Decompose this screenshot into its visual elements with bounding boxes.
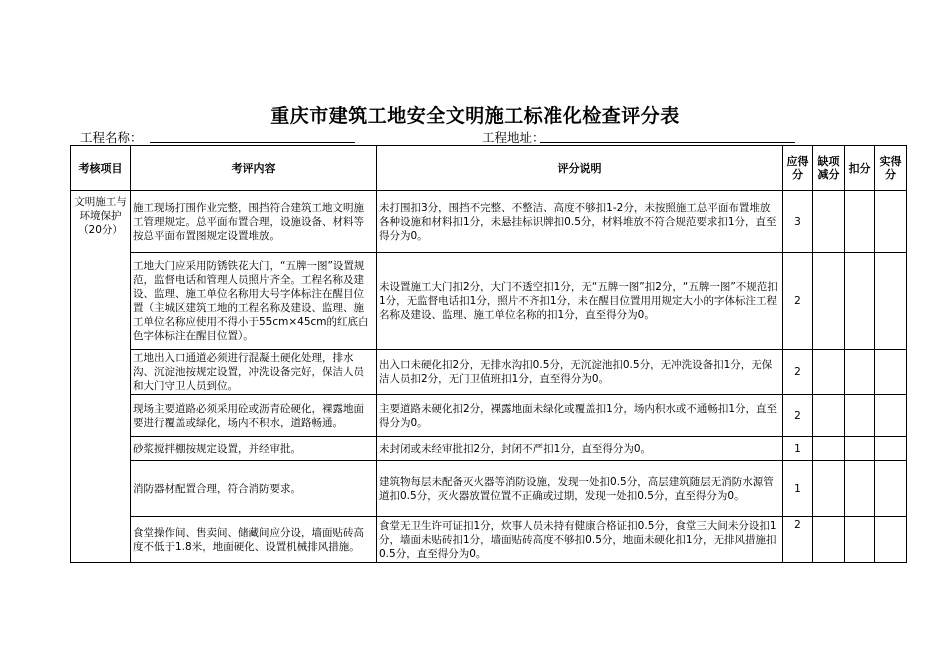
missing-cell[interactable] bbox=[813, 437, 845, 461]
content-cell: 工地大门应采用防锈铁花大门，“五牌一图”设置规范，监督电话和管理人员照片齐全。工程名称及建设、监理、施工单位名称用大号字体标注在醒目位置（主城区建筑工地的工程名称及建设、监理、施工单位名称应使用不得小于55cm×45cm的红底白色字体标注在醒目位置）。 bbox=[131, 253, 377, 350]
page-title: 重庆市建筑工地安全文明施工标准化检查评分表 bbox=[270, 105, 680, 127]
header-actual: 实得分 bbox=[875, 146, 907, 191]
header-full-score: 应得分 bbox=[783, 146, 813, 191]
deduction-cell[interactable] bbox=[845, 350, 875, 395]
full-score-cell: 1 bbox=[783, 437, 813, 461]
missing-cell[interactable] bbox=[813, 191, 845, 253]
actual-cell[interactable] bbox=[875, 395, 907, 437]
table-row bbox=[71, 191, 907, 253]
header-category: 考核项目 bbox=[71, 146, 131, 191]
header-content: 考评内容 bbox=[131, 146, 377, 191]
table-row bbox=[71, 395, 907, 437]
project-name-field bbox=[150, 142, 355, 143]
criteria-cell: 主要道路未硬化扣2分，裸露地面未绿化或覆盖扣1分，场内积水或不通畅扣1分，直至得分为0。 bbox=[377, 395, 783, 437]
missing-cell[interactable] bbox=[813, 395, 845, 437]
actual-cell[interactable] bbox=[875, 437, 907, 461]
missing-cell[interactable] bbox=[813, 461, 845, 517]
missing-cell[interactable] bbox=[813, 350, 845, 395]
deduction-cell[interactable] bbox=[845, 253, 875, 350]
score-table bbox=[70, 145, 907, 563]
deduction-cell[interactable] bbox=[845, 437, 875, 461]
content-cell: 食堂操作间、售卖间、储藏间应分设，墙面贴砖高度不低于1.8米，地面硬化、设置机械排风措施。 bbox=[131, 517, 377, 563]
criteria-cell: 未打围扣3分，围挡不完整、不整洁、高度不够扣1-2分，未按照施工总平面布置堆放各种设施和材料扣1分，未悬挂标识牌扣0.5分，材料堆放不符合规范要求扣1分，直至得分为0。 bbox=[377, 191, 783, 253]
table-row bbox=[71, 437, 907, 461]
criteria-cell: 未设置施工大门扣2分，大门不透空扣1分，无“五牌一图”扣2分，“五牌一图”不规范扣1分，无监督电话扣1分，照片不齐扣1分，未在醒目位置用用规定大小的字体标注工程名称及建设、监理、施工单位名称的扣1分，直至得分为0。 bbox=[377, 253, 783, 350]
deduction-cell[interactable] bbox=[845, 517, 875, 563]
header-deduction: 扣分 bbox=[845, 146, 875, 191]
missing-cell[interactable] bbox=[813, 517, 845, 563]
category-cell: 文明施工与环境保护（20分） bbox=[71, 191, 131, 563]
header-missing: 缺项减分 bbox=[813, 146, 845, 191]
full-score-cell: 2 bbox=[783, 395, 813, 437]
full-score-cell: 2 bbox=[783, 253, 813, 350]
actual-cell[interactable] bbox=[875, 253, 907, 350]
full-score-cell: 2 bbox=[783, 517, 813, 563]
criteria-cell: 未封闭或未经审批扣2分，封闭不严扣1分，直至得分为0。 bbox=[377, 437, 783, 461]
missing-cell[interactable] bbox=[813, 253, 845, 350]
header-criteria: 评分说明 bbox=[377, 146, 783, 191]
criteria-cell: 食堂无卫生许可证扣1分，炊事人员未持有健康合格证扣0.5分，食堂三大间未分设扣1分，墙面未贴砖扣1分，墙面贴砖高度不够扣0.5分，地面未硬化扣1分，无排风措施扣0.5分，直至得分为0。 bbox=[377, 517, 783, 563]
deduction-cell[interactable] bbox=[845, 395, 875, 437]
content-cell: 消防器材配置合理，符合消防要求。 bbox=[131, 461, 377, 517]
full-score-cell: 1 bbox=[783, 461, 813, 517]
table-row bbox=[71, 253, 907, 350]
project-name-label: 工程名称： bbox=[80, 130, 143, 145]
project-address-label: 工程地址： bbox=[482, 130, 545, 145]
content-cell: 现场主要道路必须采用砼或沥青砼硬化，裸露地面要进行覆盖或绿化，场内不积水，道路畅通。 bbox=[131, 395, 377, 437]
content-cell: 工地出入口通道必须进行混凝土硬化处理，排水沟、沉淀池按规定设置，冲洗设备完好，保洁人员和大门守卫人员到位。 bbox=[131, 350, 377, 395]
content-cell: 砂浆搅拌棚按规定设置，并经审批。 bbox=[131, 437, 377, 461]
actual-cell[interactable] bbox=[875, 517, 907, 563]
criteria-cell: 建筑物每层未配备灭火器等消防设施，发现一处扣0.5分，高层建筑随层无消防水源管道扣0.5分，灭火器放置位置不正确或过期，发现一处扣0.5分，直至得分为0。 bbox=[377, 461, 783, 517]
table-row bbox=[71, 517, 907, 563]
table-row bbox=[71, 350, 907, 395]
project-address-field bbox=[540, 142, 795, 143]
actual-cell[interactable] bbox=[875, 350, 907, 395]
full-score-cell: 3 bbox=[783, 191, 813, 253]
content-cell: 施工现场打围作业完整，围挡符合建筑工地文明施工管理规定。总平面布置合理，设施设备、材料等按总平面布置图规定设置堆放。 bbox=[131, 191, 377, 253]
actual-cell[interactable] bbox=[875, 191, 907, 253]
deduction-cell[interactable] bbox=[845, 191, 875, 253]
table-row bbox=[71, 461, 907, 517]
deduction-cell[interactable] bbox=[845, 461, 875, 517]
criteria-cell: 出入口未硬化扣2分，无排水沟扣0.5分，无沉淀池扣0.5分，无冲洗设备扣1分，无保洁人员扣2分，无门卫值班扣1分，直至得分为0。 bbox=[377, 350, 783, 395]
actual-cell[interactable] bbox=[875, 461, 907, 517]
full-score-cell: 2 bbox=[783, 350, 813, 395]
header-row bbox=[71, 146, 907, 191]
